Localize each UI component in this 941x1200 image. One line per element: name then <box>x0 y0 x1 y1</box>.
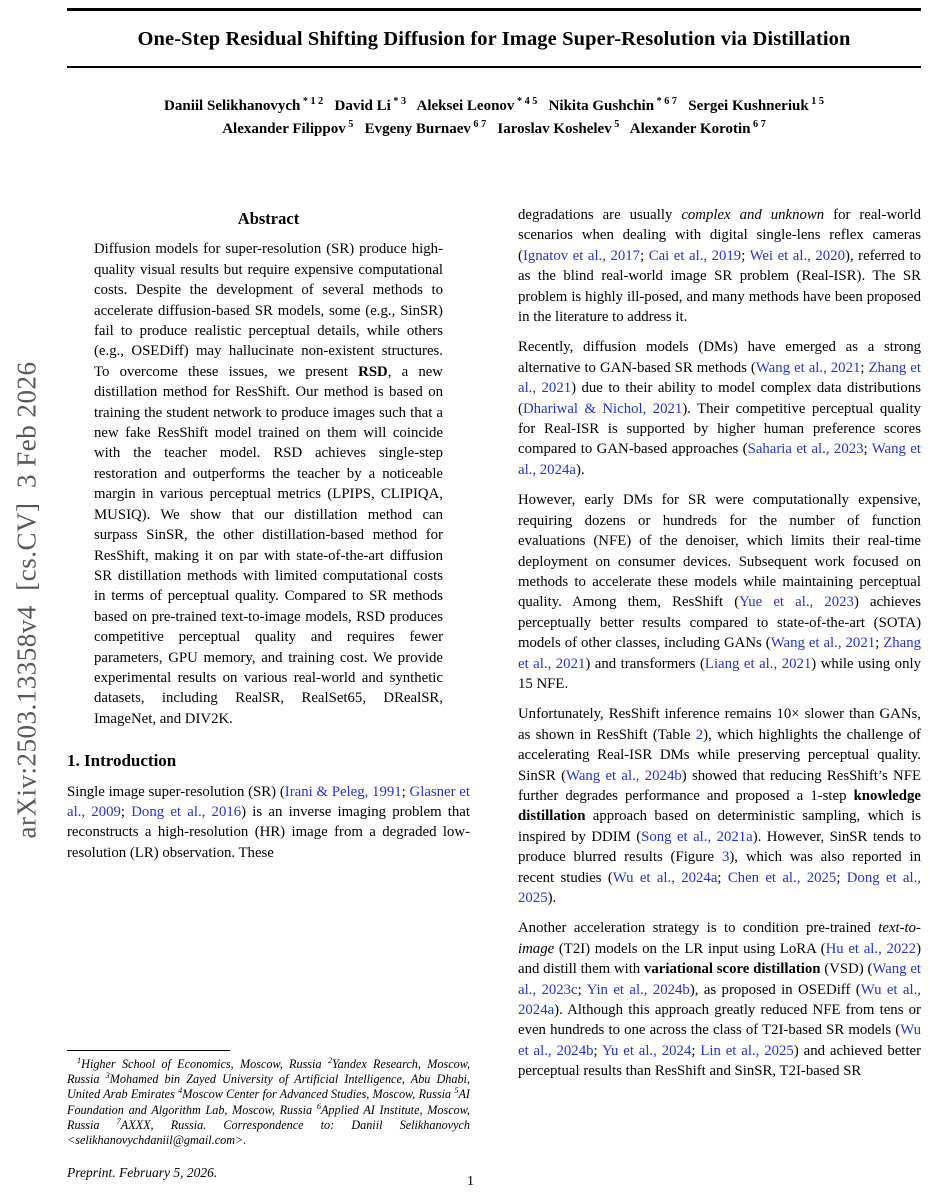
text-segment: ), which was also reported in recent studies ( <box>518 849 921 886</box>
citation-link[interactable]: Zhang et al., 2021 <box>518 359 921 397</box>
text-segment: (VSD) ( <box>820 961 873 978</box>
citation-link[interactable]: Wang et al., 2024b <box>566 767 682 784</box>
citation-link[interactable]: Dhariwal & Nichol, 2021 <box>522 400 683 417</box>
text-segment <box>486 121 497 137</box>
text-segment: Daniil Selikhanovych <box>164 98 301 114</box>
text-segment: 4 <box>178 1086 183 1096</box>
text-segment: Sergei Kushneriuk <box>688 98 809 114</box>
author-line-1 <box>67 95 921 118</box>
text-segment: ) achieves perceptually better results compared to state-of-the-art (SOTA) models of other classes, including GANs ( <box>518 594 921 652</box>
text-segment <box>406 98 416 114</box>
text-segment: ; <box>741 247 750 264</box>
text-segment: David Li <box>334 98 391 114</box>
text-segment: (T2I) models on the LR input using LoRA ( <box>554 940 826 957</box>
text-segment: ). Their competitive perceptual quality for Real-ISR is supported by higher human preference scores compared to GAN-based approaches ( <box>518 400 921 458</box>
text-segment: ; <box>640 247 649 264</box>
paragraph <box>518 490 921 694</box>
citation-link[interactable]: 3 <box>721 849 730 866</box>
citation-link[interactable]: Wang et al., 2023c <box>518 961 921 998</box>
text-segment: Nikita Gushchin <box>548 98 655 114</box>
citation-link[interactable]: Wu et al., 2024b <box>518 1022 921 1059</box>
preprint-note: Preprint. February 5, 2026. <box>67 1164 218 1180</box>
text-segment: , a new distillation method for ResShift. Our method is based on training the student network to produce images such that a new fake ResShift model trained on them will coincide with the teacher model. RSD achieves single-step restoration and outperforms the teacher by a noticeable margin in various perceptual metrics (LPIPS, CLIPIQA, MUSIQ). We show that our distillation method can surpass SinSR, the other distillation-based method for ResShift, making it on par with state-of-the-art diffusion SR distillation methods with limited computational costs in terms of perceptual quality. Compared to SR methods based on pre-trained text-to-image models, RSD produces competitive perceptual quality and requires fewer parameters, GPU memory, and training cost. We provide experimental results on various real-world and synthetic datasets, including RealSR, RealSet65, DRealSR, ImageNet, and DIV2K. <box>94 363 443 727</box>
abstract-text <box>67 239 470 729</box>
citation-link[interactable]: Wang et al., 2021 <box>755 359 861 376</box>
citation-link[interactable]: Wang et al., 2021 <box>770 635 876 652</box>
text-segment: 6 <box>316 1101 321 1111</box>
text-segment: Alexander Filippov <box>222 121 346 137</box>
text-segment: 1 5 <box>808 96 824 107</box>
text-segment: degradations are usually <box>518 207 682 223</box>
text-segment: ), referred to as the blind real-world image SR problem (Real-ISR). The SR problem is highly ill-posed, and many methods have been proposed in the literature to address it. <box>518 247 921 326</box>
citation-link[interactable]: 2 <box>695 726 704 743</box>
page-number: 1 <box>467 1174 474 1189</box>
citation-link[interactable]: Dong et al., 2025 <box>518 869 921 906</box>
text-segment: Yandex Research, Moscow, Russia <box>67 1056 470 1087</box>
citation-link[interactable]: Dong et al., 2016 <box>131 803 242 820</box>
text-segment: ), which highlights the challenge of accelerating Real-ISR DMs while preserving perceptual quality. SinSR ( <box>518 726 921 784</box>
abstract-heading: Abstract <box>237 209 300 228</box>
paper-title: One-Step Residual Shifting Diffusion for Image Super-Resolution via Distillation <box>137 28 851 50</box>
intro-paragraph <box>67 782 470 864</box>
text-segment: ; <box>120 803 132 820</box>
citation-link[interactable]: Wang et al., 2024a <box>518 441 921 478</box>
citation-link[interactable]: Liang et al., 2021 <box>704 655 812 672</box>
text-segment: ; <box>717 869 728 886</box>
text-segment: ) due to their ability to model complex data distributions ( <box>518 380 921 417</box>
text-segment: Recently, diffusion models (DMs) have emerged as a strong alternative to GAN-based SR methods ( <box>518 339 921 376</box>
text-segment: Single image super-resolution (SR) ( <box>67 783 285 800</box>
citation-link[interactable]: Wei et al., 2020 <box>749 247 845 264</box>
text-segment: ; <box>836 869 847 886</box>
text-segment: Evgeny Burnaev <box>364 121 471 137</box>
paragraph <box>518 337 921 480</box>
citation-link[interactable]: Irani & Peleg, 1991 <box>284 783 402 800</box>
text-segment: AXXX, Russia. Correspondence to: Daniil Selikhanovych <selikhanovychdaniil@gmail.com>. <box>67 1118 470 1148</box>
citation-link[interactable]: Wu et al., 2024a <box>518 981 921 1019</box>
text-segment: 3 <box>105 1071 110 1081</box>
text-segment: * 3 <box>390 96 407 107</box>
text-segment: ) and achieved better perceptual results than ResShift and SinSR, T2I-based SR <box>518 1042 921 1080</box>
text-segment: ). <box>575 461 585 478</box>
citation-link[interactable]: Saharia et al., 2023 <box>747 441 864 458</box>
text-segment: ; <box>860 359 869 376</box>
citation-link[interactable]: Hu et al., 2022 <box>825 940 917 957</box>
text-segment: text-to-image <box>518 920 921 957</box>
text-segment: ) and distill them with <box>518 940 921 978</box>
text-segment: ) while using only 15 NFE. <box>518 655 921 692</box>
text-segment: Another acceleration strategy is to condition pre-trained <box>518 920 879 937</box>
text-segment: ; <box>875 635 884 652</box>
paragraph <box>518 918 921 1081</box>
text-segment: ; <box>593 1042 602 1059</box>
text-segment <box>353 121 364 137</box>
text-segment: approach based on deterministic sampling, which is inspired by DDIM ( <box>518 808 921 845</box>
author-block <box>67 95 921 141</box>
footnote-rule <box>67 1050 230 1051</box>
text-segment: 5 <box>454 1086 459 1096</box>
text-segment: variational score distillation <box>643 961 821 978</box>
text-segment: AI Foundation and Algorithm Lab, Moscow, Russia <box>67 1087 470 1117</box>
text-segment: Mohamed bin Zayed University of Artificial Intelligence, Abu Dhabi, United Arab Emirates <box>67 1072 470 1102</box>
footnote-block <box>67 1050 470 1183</box>
citation-link[interactable]: Zhang et al., 2021 <box>518 635 921 672</box>
two-column-body <box>67 205 921 1183</box>
text-segment: * 4 5 <box>514 96 538 107</box>
text-segment: Iaroslav Koshelev <box>497 121 612 137</box>
text-segment <box>619 121 629 137</box>
citation-link[interactable]: Yue et al., 2023 <box>739 594 854 611</box>
title-rule-top <box>67 8 921 11</box>
text-segment: ) and transformers ( <box>585 655 705 672</box>
text-segment: complex and unknown <box>681 207 825 223</box>
text-segment: However, early DMs for SR were computationally expensive, requiring dozens or hundreds for the number of function evaluations (NFE) of the denoiser, which limits their real-time deployment on consumer devices. Subsequent work focused on methods to accelerate these models while maintaining perceptual quality. Among them, ResShift ( <box>518 492 921 611</box>
text-segment: Alexander Korotin <box>629 121 751 137</box>
text-segment: 5 <box>611 119 620 130</box>
text-segment: Aleksei Leonov <box>416 98 515 114</box>
text-segment: ) showed that reducing ResShift’s NFE further degrades performance and proposed a 1-step <box>518 767 921 804</box>
citation-link[interactable]: Lin et al., 2025 <box>700 1042 794 1059</box>
text-segment <box>323 98 334 114</box>
citation-link[interactable]: Yu et al., 2024 <box>601 1042 692 1059</box>
text-segment <box>677 98 688 114</box>
text-segment: ). Although this approach greatly reduced NFE from tens or even hundreds to one across the class of T2I-based SR models ( <box>518 1002 921 1039</box>
author-line-2 <box>67 118 921 141</box>
left-column <box>67 205 470 1183</box>
text-segment: * 1 2 <box>300 96 324 107</box>
citation-link[interactable]: Chen et al., 2025 <box>727 869 837 886</box>
text-segment: ) is an inverse imaging problem that reconstructs a high-resolution (HR) image from a degraded low-resolution (LR) observation. These <box>67 803 470 861</box>
arxiv-watermark: arXiv:2503.13358v4 [cs.CV] 3 Feb 2026 <box>11 361 42 839</box>
text-segment: Moscow Center for Advanced Studies, Moscow, Russia <box>182 1087 455 1102</box>
text-segment: ). However, SinSR tends to produce blurred results (Figure <box>518 828 921 866</box>
text-segment: Applied AI Institute, Moscow, Russia <box>67 1102 470 1132</box>
text-segment: 6 7 <box>750 119 766 130</box>
citation-link[interactable]: Yin et al., 2024b <box>586 981 690 998</box>
paper-header <box>67 0 921 141</box>
text-segment: Unfortunately, ResShift inference remains 10× slower than GANs, as shown in ResShift (Table <box>518 706 921 743</box>
text-segment: Diffusion models for super-resolution (SR) produce high-quality visual results but require expensive computational costs. Despite the development of several methods to accelerate diffusion-based SR models, some (e.g., SinSR) fail to produce realistic perceptual details, while others (e.g., OSEDiff) may hallucinate non-existent structures. To overcome these issues, we present <box>94 241 443 380</box>
text-segment: ; <box>577 981 587 998</box>
citation-link[interactable]: Wu et al., 2024a <box>612 869 718 886</box>
citation-link[interactable]: Cai et al., 2019 <box>648 247 742 264</box>
text-segment: ). <box>547 890 557 906</box>
text-segment: 5 <box>345 119 354 130</box>
text-segment: ; <box>401 783 410 800</box>
text-segment: ; <box>863 441 872 458</box>
text-segment <box>537 98 548 114</box>
text-segment: knowledge distillation <box>518 787 921 825</box>
title-rule-bottom <box>67 66 921 68</box>
citation-link[interactable]: Song et al., 2021a <box>641 828 753 845</box>
citation-link[interactable]: Glasner et al., 2009 <box>67 783 470 820</box>
text-segment: 1 <box>77 1055 82 1065</box>
text-segment: * 6 7 <box>654 96 677 107</box>
text-segment: ; <box>691 1042 701 1059</box>
text-segment: ), as proposed in OSEDiff ( <box>689 981 861 998</box>
text-segment: 7 <box>116 1116 121 1126</box>
text-segment: for real-world scenarios when dealing with digital single-lens reflex cameras ( <box>518 207 921 264</box>
right-column <box>518 205 921 1183</box>
text-segment: RSD <box>358 363 388 380</box>
paragraph <box>518 205 921 327</box>
citation-link[interactable]: Ignatov et al., 2017 <box>522 247 641 264</box>
section-heading-introduction: 1. Introduction <box>67 751 177 771</box>
paragraph <box>518 704 921 908</box>
footnote-text <box>67 1057 470 1149</box>
text-segment: 2 <box>327 1055 332 1065</box>
text-segment: Higher School of Economics, Moscow, Russia <box>81 1056 328 1071</box>
text-segment: 6 7 <box>470 119 487 130</box>
